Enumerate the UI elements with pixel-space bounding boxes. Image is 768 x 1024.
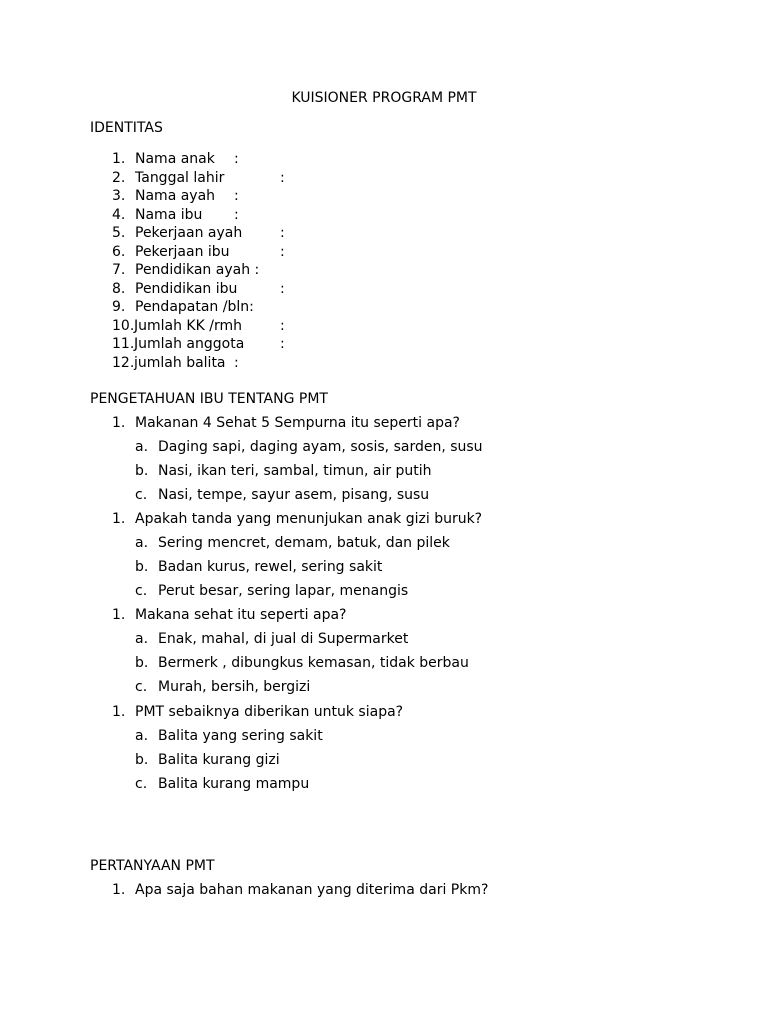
item-colon: :: [280, 317, 285, 334]
item-colon: :: [234, 206, 239, 223]
item-label: Jumlah KK /rmh: [134, 317, 242, 334]
answer-option: [0, 435, 768, 459]
question-number: 1.: [112, 704, 126, 720]
question-text: PMT sebaiknya diberikan untuk siapa?: [135, 704, 404, 720]
option-text: Balita yang sering sakit: [158, 728, 323, 744]
answer-option: [0, 627, 768, 651]
option-text: Perut besar, sering lapar, menangis: [158, 583, 409, 599]
question-item: [0, 878, 768, 902]
option-letter: a.: [135, 728, 149, 744]
item-colon: :: [234, 188, 239, 204]
pengetahuan-heading: PENGETAHUAN IBU TENTANG PMT: [90, 391, 328, 407]
option-letter: b.: [135, 752, 149, 768]
option-text: Daging sapi, daging ayam, sosis, sarden, susu: [158, 439, 483, 455]
item-label: Pekerjaan ibu: [135, 243, 230, 260]
item-colon: :: [234, 151, 239, 167]
option-letter: b.: [135, 559, 149, 575]
question-text: Apa saja bahan makanan yang diterima dari Pkm?: [135, 882, 489, 898]
question-item: [0, 603, 768, 627]
question-number: 1.: [112, 511, 126, 527]
answer-option: [0, 651, 768, 675]
item-label: Pendapatan /bln:: [135, 299, 254, 315]
answer-option: [0, 555, 768, 579]
item-number: 4.: [112, 206, 126, 223]
option-letter: b.: [135, 655, 149, 671]
option-letter: a.: [135, 535, 149, 551]
option-text: Murah, bersih, bergizi: [158, 679, 311, 695]
question-number: 1.: [112, 882, 126, 898]
item-number: 3.: [112, 188, 126, 204]
answer-option: [0, 772, 768, 796]
answer-option: [0, 531, 768, 555]
item-number: 1.: [112, 151, 126, 167]
question-number: 1.: [112, 415, 126, 431]
option-text: Sering mencret, demam, batuk, dan pilek: [158, 535, 450, 551]
identitas-heading: IDENTITAS: [90, 120, 163, 136]
answer-option: [0, 748, 768, 772]
option-text: Nasi, ikan teri, sambal, timun, air putih: [158, 463, 432, 479]
item-number: 7.: [112, 262, 126, 278]
item-number: 8.: [112, 280, 126, 297]
pertanyaan-heading: PERTANYAAN PMT: [90, 858, 215, 874]
answer-option: [0, 579, 768, 603]
item-number: 10.: [112, 317, 135, 334]
item-label: jumlah balita: [134, 354, 226, 371]
document-title: KUISIONER PROGRAM PMT: [291, 90, 477, 106]
item-number: 6.: [112, 243, 126, 260]
answer-option: [0, 483, 768, 507]
item-label: Tanggal lahir: [135, 169, 225, 186]
item-number: 12.: [112, 354, 135, 371]
option-letter: b.: [135, 463, 149, 479]
item-colon: :: [280, 169, 285, 186]
item-label: Jumlah anggota: [134, 336, 245, 352]
answer-option: [0, 724, 768, 748]
option-letter: a.: [135, 439, 149, 455]
item-label: Pendidikan ayah :: [135, 262, 260, 278]
item-number: 11.: [112, 336, 135, 352]
item-label: Nama anak: [135, 151, 215, 167]
item-colon: :: [280, 280, 285, 297]
answer-option: [0, 459, 768, 483]
option-letter: c.: [135, 487, 148, 503]
question-number: 1.: [112, 607, 126, 623]
option-text: Bermerk , dibungkus kemasan, tidak berbau: [158, 655, 469, 671]
item-colon: :: [234, 354, 239, 371]
option-letter: c.: [135, 583, 148, 599]
option-text: Balita kurang gizi: [158, 752, 280, 768]
answer-option: [0, 675, 768, 699]
item-label: Nama ayah: [135, 188, 216, 204]
item-colon: :: [280, 225, 285, 241]
item-number: 5.: [112, 225, 126, 241]
option-text: Balita kurang mampu: [158, 776, 310, 792]
item-number: 9.: [112, 299, 126, 315]
item-label: Pendidikan ibu: [135, 280, 238, 297]
option-text: Nasi, tempe, sayur asem, pisang, susu: [158, 487, 430, 503]
item-colon: :: [280, 243, 285, 260]
question-text: Apakah tanda yang menunjukan anak gizi buruk?: [135, 511, 483, 527]
question-item: [0, 700, 768, 724]
option-letter: c.: [135, 776, 148, 792]
option-text: Enak, mahal, di jual di Supermarket: [158, 631, 409, 647]
item-label: Nama ibu: [135, 206, 203, 223]
question-item: [0, 411, 768, 435]
option-text: Badan kurus, rewel, sering sakit: [158, 559, 383, 575]
item-label: Pekerjaan ayah: [135, 225, 243, 241]
question-text: Makanan 4 Sehat 5 Sempurna itu seperti apa?: [135, 415, 460, 431]
item-number: 2.: [112, 169, 126, 186]
question-text: Makana sehat itu seperti apa?: [135, 607, 347, 623]
item-colon: :: [280, 336, 285, 352]
option-letter: c.: [135, 679, 148, 695]
question-item: [0, 507, 768, 531]
option-letter: a.: [135, 631, 149, 647]
